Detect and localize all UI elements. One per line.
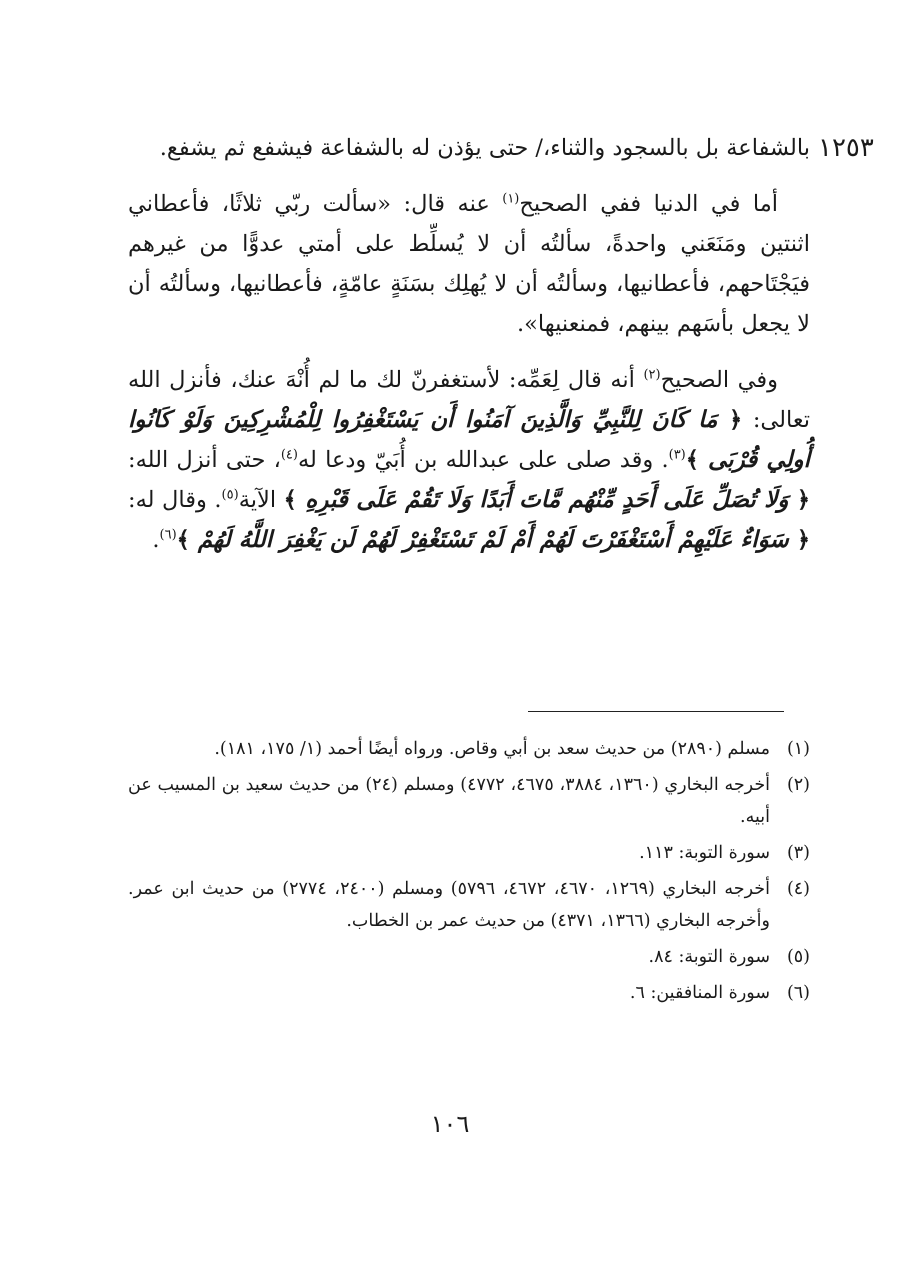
footnote-text: سورة المنافقين: ٦. xyxy=(629,983,770,1003)
p3-text-3: . وقد صلى على عبدالله بن أُبَيّ ودعا له xyxy=(297,447,669,473)
footnote-text: مسلم (٢٨٩٠) من حديث سعد بن أبي وقاص. ورواه أيضًا أحمد (١/ ١٧٥، ١٨١). xyxy=(214,739,770,759)
quran-verse-1: مَا كَانَ لِلنَّبِيِّ وَالَّذِينَ آمَنُوا أَن يَسْتَغْفِرُوا لِلْمُشْرِكِينَ وَلَوْ كَانُوا أُولِي قُرْبَى xyxy=(128,406,811,473)
paragraph-2 xyxy=(128,184,810,344)
footnotes xyxy=(128,733,810,1013)
footnote-number: (٤) xyxy=(786,879,810,899)
footnote-ref-6[interactable]: (٦) xyxy=(159,527,177,543)
footnote-text: أخرجه البخاري (١٢٦٩، ٤٦٧٠، ٤٦٧٢، ٥٧٩٦) ومسلم (٢٤٠٠، ٢٧٧٤) من حديث ابن عمر. وأخرجه البخاري (١٣٦٦، ٤٣٧١) من حديث عمر بن الخطاب. xyxy=(128,879,770,931)
footnote-ref-2[interactable]: (٢) xyxy=(643,367,661,383)
p3-text-7: . xyxy=(152,527,160,553)
p3-text-1: وفي الصحيح xyxy=(660,367,778,393)
quran-verse-3: سَوَاءٌ عَلَيْهِمْ أَسْتَغْفَرْتَ لَهُمْ أَمْ لَمْ تَسْتَغْفِرْ لَهُمْ لَن يَغْفِرَ اللَّهُ لَهُمْ xyxy=(189,526,797,553)
p3-text-4: ، حتى أنزل الله: xyxy=(128,447,281,473)
footnote-ref-3[interactable]: (٣) xyxy=(668,447,686,463)
footnote-text: سورة التوبة: ١١٣. xyxy=(639,843,770,863)
footnote-item xyxy=(128,941,810,973)
page-number: ١٠٦ xyxy=(430,1110,470,1138)
footnote-number: (٦) xyxy=(786,983,810,1003)
quran-bracket-open: ﴿ xyxy=(796,527,810,553)
paragraph-1: بالشفاعة بل بالسجود والثناء،/ حتى يؤذن له بالشفاعة فيشفع ثم يشفع. xyxy=(159,135,810,161)
footnote-item xyxy=(128,837,810,869)
quran-verse-2: وَلَا تُصَلِّ عَلَى أَحَدٍ مِّنْهُم مَّاتَ أَبَدًا وَلَا تَقُمْ عَلَى قَبْرِهِ xyxy=(296,486,797,513)
footnote-item xyxy=(128,733,810,765)
paragraph-3 xyxy=(128,360,810,560)
quran-bracket-close: ﴾ xyxy=(283,487,297,513)
footnote-number: (٥) xyxy=(786,947,810,967)
footnote-number: (١) xyxy=(786,739,810,759)
footnote-item xyxy=(128,769,810,833)
footnote-ref-4[interactable]: (٤) xyxy=(280,447,298,463)
p3-text-5: الآية xyxy=(238,487,284,513)
footnote-ref-1[interactable]: (١) xyxy=(502,191,520,207)
footnote-text: أخرجه البخاري (١٣٦٠، ٣٨٨٤، ٤٦٧٥، ٤٧٧٢) ومسلم (٢٤) من حديث سعيد بن المسيب عن أبيه. xyxy=(128,775,770,827)
footnote-number: (٢) xyxy=(786,775,810,795)
quran-bracket-open: ﴿ xyxy=(728,407,743,433)
quran-bracket-close: ﴾ xyxy=(176,527,190,553)
footnote-text: سورة التوبة: ٨٤. xyxy=(648,947,770,967)
quran-bracket-close: ﴾ xyxy=(685,447,699,473)
p3-text-2: أنه قال لِعَمِّه: لأستغفرنّ لك ما لم أُنْهَ عنك، فأنزل الله تعالى: xyxy=(128,367,810,433)
footnote-item xyxy=(128,977,810,1009)
paragraph-2-rest: عنه قال: «سألت ربّي ثلاثًا، فأعطاني اثنتين ومَنَعَني واحدةً، سألتُه أن لا يُسلِّط على أمتي عدوًّا من غيرهم فيَجْتَاحهم، فأعطانيها، وسألتُه أن لا يُهلِك بسَنَةٍ عامّةٍ، فأعطانيها، وسألتُه أن لا يجعل بأسَهم بينهم، فمنعنيها». xyxy=(128,191,810,337)
footnote-separator xyxy=(528,711,784,712)
quran-bracket-open: ﴿ xyxy=(796,487,811,513)
main-text xyxy=(128,128,810,576)
footnote-item xyxy=(128,873,810,937)
footnote-number: (٣) xyxy=(786,843,810,863)
paragraph-2-start: أما في الدنيا ففي الصحيح xyxy=(519,191,778,217)
footnote-ref-5[interactable]: (٥) xyxy=(221,487,239,503)
margin-page-marker: ١٢٥٣ xyxy=(818,133,874,163)
p3-text-6: . وقال له: xyxy=(128,487,222,513)
